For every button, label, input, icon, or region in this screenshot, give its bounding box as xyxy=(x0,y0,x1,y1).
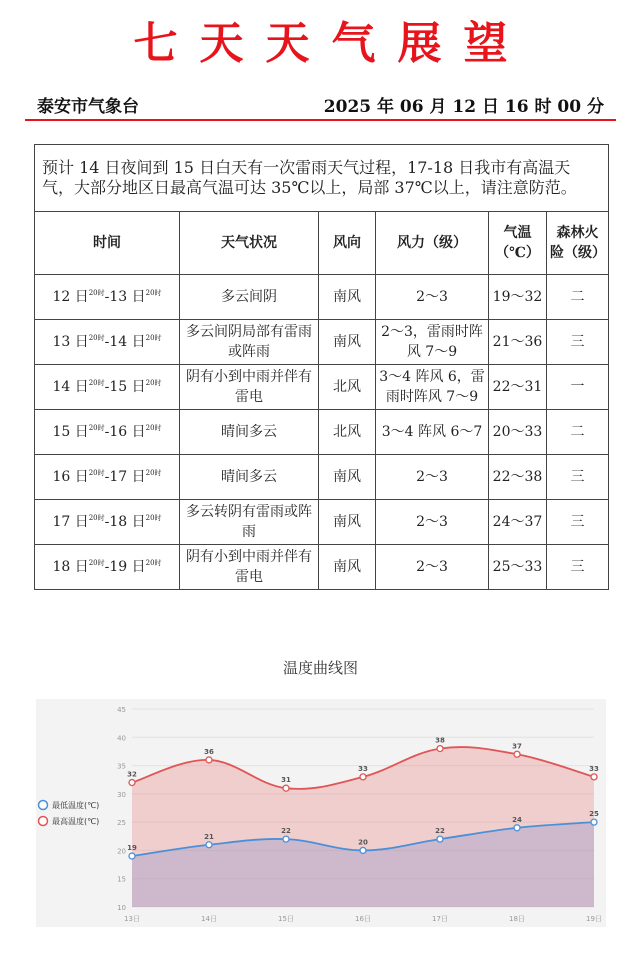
cell-temp: 24～37 xyxy=(489,500,547,545)
header-fire: 森林火险（级） xyxy=(547,212,609,275)
time-start: 16 日 xyxy=(52,469,89,485)
cell-weather: 晴间多云 xyxy=(180,410,319,455)
header-temp: 气温（℃） xyxy=(489,212,547,275)
data-label: 22 xyxy=(281,827,291,836)
data-label: 22 xyxy=(435,827,445,836)
data-label: 36 xyxy=(204,747,214,756)
data-point xyxy=(360,847,366,853)
time-sup: 20时 xyxy=(145,379,162,387)
data-label: 20 xyxy=(358,838,368,847)
time-end: -19 日 xyxy=(104,559,146,575)
y-tick-label: 35 xyxy=(117,762,126,771)
forecast-note: 预计 14 日夜间到 15 日白天有一次雷雨天气过程，17-18 日我市有高温天气，大部分地区日最高气温可达 35℃以上，局部 37℃以上，请注意防范。 xyxy=(35,145,609,212)
y-tick-label: 25 xyxy=(117,819,126,828)
data-point xyxy=(206,842,212,848)
time-sup: 20时 xyxy=(88,514,105,522)
cell-temp: 21～36 xyxy=(489,320,547,365)
table-row xyxy=(35,500,609,545)
legend-marker xyxy=(39,801,48,810)
cell-wind-force: 2～3 xyxy=(376,500,489,545)
y-tick-label: 30 xyxy=(117,790,126,799)
cell-wind-force: 2～3，雷雨时阵风 7～9 xyxy=(376,320,489,365)
issue-date: 2025 年 06 月 12 日 16 时 00 分 xyxy=(323,97,604,117)
time-end: -15 日 xyxy=(104,379,146,395)
cell-wind-dir: 南风 xyxy=(319,275,376,320)
x-tick-label: 16日 xyxy=(355,915,371,923)
cell-time xyxy=(35,275,180,320)
forecast-table xyxy=(34,144,609,590)
table-row xyxy=(35,320,609,365)
y-tick-label: 10 xyxy=(117,904,126,912)
data-label: 33 xyxy=(358,764,368,773)
cell-wind-dir: 南风 xyxy=(319,455,376,500)
time-start: 13 日 xyxy=(52,334,89,350)
header-divider xyxy=(25,119,616,121)
cell-weather: 多云转阴有雷雨或阵雨 xyxy=(180,500,319,545)
time-sup: 20时 xyxy=(88,469,105,477)
legend-label: 最低温度(℃) xyxy=(52,801,100,810)
cell-weather: 晴间多云 xyxy=(180,455,319,500)
x-tick-label: 14日 xyxy=(201,915,217,923)
table-header-row xyxy=(35,212,609,275)
cell-wind-force: 2～3 xyxy=(376,545,489,590)
time-sup: 20时 xyxy=(145,424,162,432)
header-wind-force: 风力（级） xyxy=(376,212,489,275)
cell-time xyxy=(35,455,180,500)
data-label: 25 xyxy=(589,810,599,819)
y-tick-label: 15 xyxy=(117,875,126,884)
data-point xyxy=(129,853,135,859)
data-point xyxy=(437,836,443,842)
page-title: 七天天气展望 xyxy=(133,18,530,69)
time-end: -17 日 xyxy=(104,469,146,485)
x-tick-label: 17日 xyxy=(432,915,448,923)
cell-wind-dir: 南风 xyxy=(319,500,376,545)
data-point xyxy=(591,819,597,825)
time-start: 14 日 xyxy=(52,379,89,395)
data-point xyxy=(437,746,443,752)
temperature-chart-svg xyxy=(36,699,606,927)
time-sup: 20时 xyxy=(88,289,105,297)
time-start: 18 日 xyxy=(52,559,89,575)
cell-wind-force: 2～3 xyxy=(376,275,489,320)
data-point xyxy=(129,780,135,786)
cell-weather: 阴有小到中雨并伴有雷电 xyxy=(180,365,319,410)
cell-time xyxy=(35,410,180,455)
data-point xyxy=(360,774,366,780)
cell-fire: 三 xyxy=(547,455,609,500)
cell-fire: 二 xyxy=(547,410,609,455)
data-label: 31 xyxy=(281,776,291,785)
cell-fire: 三 xyxy=(547,500,609,545)
x-tick-label: 18日 xyxy=(509,915,525,923)
time-start: 17 日 xyxy=(52,514,89,530)
cell-wind-dir: 南风 xyxy=(319,320,376,365)
time-sup: 20时 xyxy=(145,289,162,297)
data-point xyxy=(514,825,520,831)
issuing-office: 泰安市气象台 xyxy=(37,97,139,117)
time-sup: 20时 xyxy=(145,469,162,477)
x-tick-label: 15日 xyxy=(278,915,294,923)
legend-marker xyxy=(39,817,48,826)
table-row xyxy=(35,410,609,455)
cell-fire: 三 xyxy=(547,545,609,590)
time-end: -16 日 xyxy=(104,424,146,440)
data-label: 21 xyxy=(204,832,214,841)
cell-temp: 20～33 xyxy=(489,410,547,455)
cell-temp: 22～31 xyxy=(489,365,547,410)
data-label: 33 xyxy=(589,764,599,773)
data-label: 37 xyxy=(512,742,522,751)
cell-wind-force: 3～4 阵风 6，雷雨时阵风 7～9 xyxy=(376,365,489,410)
data-point xyxy=(283,836,289,842)
table-row xyxy=(35,455,609,500)
time-sup: 20时 xyxy=(88,559,105,567)
forecast-note-row xyxy=(35,145,609,212)
header-weather: 天气状况 xyxy=(180,212,319,275)
cell-time xyxy=(35,500,180,545)
time-end: -13 日 xyxy=(104,289,146,305)
time-sup: 20时 xyxy=(88,334,105,342)
x-tick-label: 19日 xyxy=(586,915,602,923)
time-end: -14 日 xyxy=(104,334,146,350)
cell-time xyxy=(35,545,180,590)
time-sup: 20时 xyxy=(145,334,162,342)
time-end: -18 日 xyxy=(104,514,146,530)
time-sup: 20时 xyxy=(145,514,162,522)
cell-wind-force: 2～3 xyxy=(376,455,489,500)
data-point xyxy=(283,785,289,791)
y-tick-label: 40 xyxy=(117,734,126,743)
y-tick-label: 45 xyxy=(117,706,126,714)
cell-fire: 一 xyxy=(547,365,609,410)
table-row xyxy=(35,545,609,590)
cell-time xyxy=(35,320,180,365)
data-label: 32 xyxy=(127,770,137,779)
time-sup: 20时 xyxy=(88,424,105,432)
time-start: 15 日 xyxy=(52,424,89,440)
x-tick-label: 13日 xyxy=(124,915,140,923)
cell-time xyxy=(35,365,180,410)
cell-fire: 三 xyxy=(547,320,609,365)
table-row xyxy=(35,365,609,410)
cell-wind-force: 3～4 阵风 6～7 xyxy=(376,410,489,455)
data-label: 38 xyxy=(435,736,445,745)
cell-temp: 22～38 xyxy=(489,455,547,500)
cell-fire: 二 xyxy=(547,275,609,320)
legend-label: 最高温度(℃) xyxy=(52,817,100,826)
table-row xyxy=(35,275,609,320)
chart-title: 温度曲线图 xyxy=(282,659,358,677)
data-point xyxy=(591,774,597,780)
cell-wind-dir: 南风 xyxy=(319,545,376,590)
data-label: 24 xyxy=(512,815,522,824)
cell-weather: 多云间阴局部有雷雨或阵雨 xyxy=(180,320,319,365)
cell-wind-dir: 北风 xyxy=(319,365,376,410)
cell-weather: 多云间阴 xyxy=(180,275,319,320)
data-label: 19 xyxy=(127,844,137,853)
time-sup: 20时 xyxy=(145,559,162,567)
cell-wind-dir: 北风 xyxy=(319,410,376,455)
cell-temp: 19～32 xyxy=(489,275,547,320)
data-point xyxy=(206,757,212,763)
cell-weather: 阴有小到中雨并伴有雷电 xyxy=(180,545,319,590)
header-wind-dir: 风向 xyxy=(319,212,376,275)
temperature-chart xyxy=(36,699,606,927)
time-sup: 20时 xyxy=(88,379,105,387)
y-tick-label: 20 xyxy=(117,847,126,856)
data-point xyxy=(514,751,520,757)
time-start: 12 日 xyxy=(52,289,89,305)
header-time: 时间 xyxy=(35,212,180,275)
cell-temp: 25～33 xyxy=(489,545,547,590)
